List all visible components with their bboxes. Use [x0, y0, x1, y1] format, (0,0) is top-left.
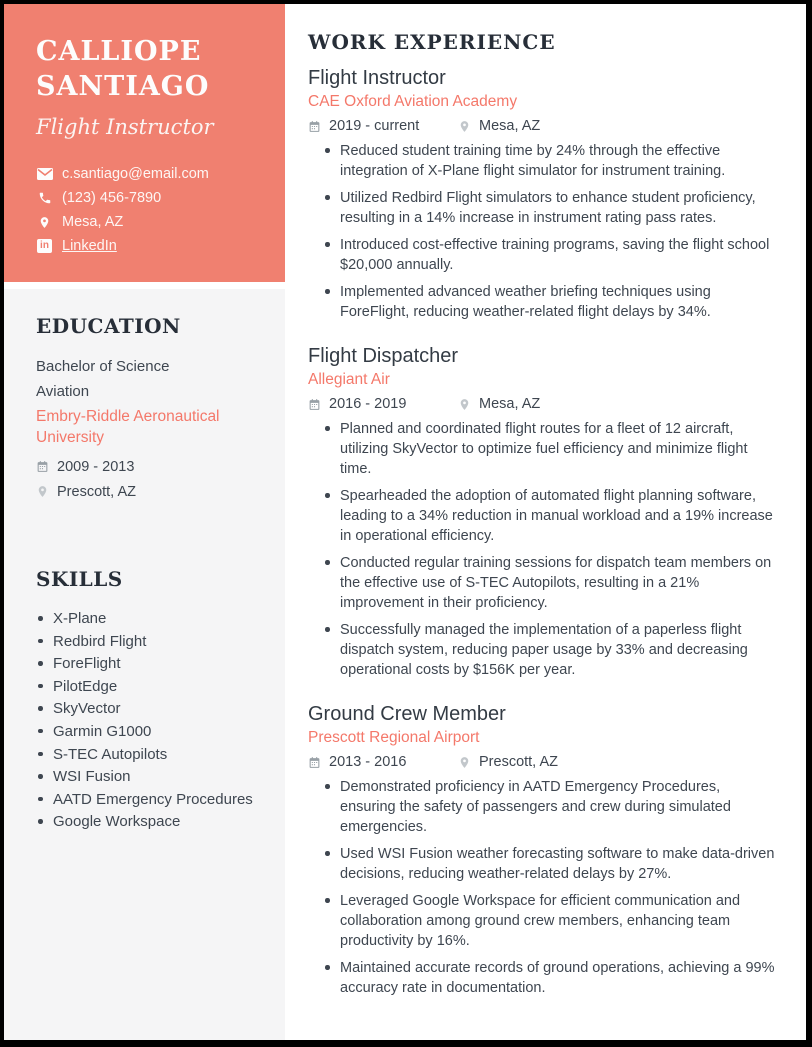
contact-phone: (123) 456-7890: [62, 190, 162, 206]
calendar-icon: [308, 756, 321, 769]
job-company: Allegiant Air: [308, 371, 390, 388]
job-bullet: Spearheaded the adoption of automated flight planning software, leading to a 34% reduction in manual workload and a 19% increase in operational efficiency.: [323, 486, 778, 546]
skills-list: [36, 609, 259, 831]
education-dates-row: [36, 454, 259, 479]
location-pin-icon: [36, 484, 49, 499]
job-meta-row: [308, 396, 778, 412]
job-dates: 2019 - current: [329, 118, 420, 134]
education-section: [4, 289, 285, 504]
job-title: Flight Dispatcher: [308, 345, 459, 367]
contact-email: c.santiago@email.com: [62, 166, 209, 182]
job-company: CAE Oxford Aviation Academy: [308, 93, 518, 110]
linkedin-link[interactable]: LinkedIn: [62, 238, 117, 254]
job-bullet: Reduced student training time by 24% through the effective integration of X-Plane flight simulator for instrument training.: [323, 141, 778, 181]
education-degree: Bachelor of Science: [36, 358, 170, 375]
education-location: Prescott, AZ: [57, 483, 136, 500]
job-bullet-list: [308, 419, 778, 680]
email-icon: [36, 168, 53, 180]
job-bullet: Planned and coordinated flight routes for a fleet of 12 aircraft, utilizing SkyVector to optimize fuel efficiency and minimize flight time.: [323, 419, 778, 479]
skill-item: Garmin G1000: [36, 722, 259, 741]
job-meta-row: [308, 754, 778, 770]
job-location: Prescott, AZ: [479, 754, 558, 770]
job-meta-row: [308, 118, 778, 134]
job-bullet: Demonstrated proficiency in AATD Emergency Procedures, ensuring the safety of passengers and crew during simulated emergencies.: [323, 777, 778, 837]
job-dates: 2013 - 2016: [329, 754, 407, 770]
skill-item: Google Workspace: [36, 812, 259, 831]
location-pin-icon: [458, 119, 471, 134]
contact-email-row: [36, 162, 261, 186]
skill-item: ForeFlight: [36, 654, 259, 673]
job-bullet: Maintained accurate records of ground operations, achieving a 99% accuracy rate in documentation.: [323, 958, 778, 998]
job-location: Mesa, AZ: [479, 396, 541, 412]
skill-item: SkyVector: [36, 699, 259, 718]
contact-location: Mesa, AZ: [62, 214, 124, 230]
job-company: Prescott Regional Airport: [308, 729, 480, 746]
contact-location-row: [36, 210, 261, 234]
phone-icon: [36, 191, 53, 205]
hero-divider: [4, 282, 285, 289]
job-bullet: Successfully managed the implementation of a paperless flight dispatch system, reducing paper usage by 33% and decreasing operational costs by $156K per year.: [323, 620, 778, 680]
job-location: Mesa, AZ: [479, 118, 541, 134]
work-experience-column: [285, 4, 806, 1040]
skill-item: Redbird Flight: [36, 632, 259, 651]
education-school: Embry-Riddle Aeronautical University: [36, 408, 220, 446]
resume-page: [4, 4, 806, 1040]
skill-item: AATD Emergency Procedures: [36, 790, 259, 809]
job-bullet: Implemented advanced weather briefing techniques using ForeFlight, reducing weather-related flight delays by 34%.: [323, 282, 778, 322]
skill-item: PilotEdge: [36, 677, 259, 696]
linkedin-icon: in: [36, 239, 53, 253]
skill-item: X-Plane: [36, 609, 259, 628]
person-name: CALLIOPE SANTIAGO: [36, 36, 210, 102]
job-bullet-list: [308, 141, 778, 322]
sidebar-hero: [4, 4, 285, 282]
education-heading: EDUCATION: [36, 314, 181, 338]
education-field: Aviation: [36, 383, 90, 400]
location-pin-icon: [458, 397, 471, 412]
job-bullet: Leveraged Google Workspace for efficient communication and collaboration among ground crew members, enhancing team productivity by 16%.: [323, 891, 778, 951]
job-entry-ground-crew-member: [308, 703, 778, 998]
sidebar: [4, 4, 285, 1040]
person-job-title: Flight Instructor: [36, 115, 214, 139]
skills-section: [4, 542, 285, 835]
job-bullet: Introduced cost-effective training programs, saving the flight school $20,000 annually.: [323, 235, 778, 275]
location-pin-icon: [458, 755, 471, 770]
job-dates: 2016 - 2019: [329, 396, 407, 412]
education-location-row: [36, 479, 259, 504]
contact-phone-row: [36, 186, 261, 210]
calendar-icon: [308, 398, 321, 411]
job-bullet: Utilized Redbird Flight simulators to enhance student proficiency, resulting in a 14% increase in instrument rating pass rates.: [323, 188, 778, 228]
skills-heading: SKILLS: [36, 567, 123, 591]
contact-list: [36, 162, 261, 258]
job-title: Ground Crew Member: [308, 703, 506, 725]
education-dates: 2009 - 2013: [57, 458, 135, 475]
skill-item: S-TEC Autopilots: [36, 745, 259, 764]
job-bullet-list: [308, 777, 778, 998]
contact-linkedin-row: [36, 234, 261, 258]
calendar-icon: [36, 460, 49, 473]
calendar-icon: [308, 120, 321, 133]
work-experience-heading: WORK EXPERIENCE: [308, 30, 556, 54]
job-bullet: Conducted regular training sessions for dispatch team members on the effective use of S-TEC Autopilots, resulting in a 21% improvement in their proficiency.: [323, 553, 778, 613]
job-entry-flight-instructor: [308, 67, 778, 322]
job-bullet: Used WSI Fusion weather forecasting software to make data-driven decisions, reducing weather-related delays by 27%.: [323, 844, 778, 884]
location-icon: [36, 215, 53, 230]
job-entry-flight-dispatcher: [308, 345, 778, 680]
skill-item: WSI Fusion: [36, 767, 259, 786]
job-title: Flight Instructor: [308, 67, 446, 89]
